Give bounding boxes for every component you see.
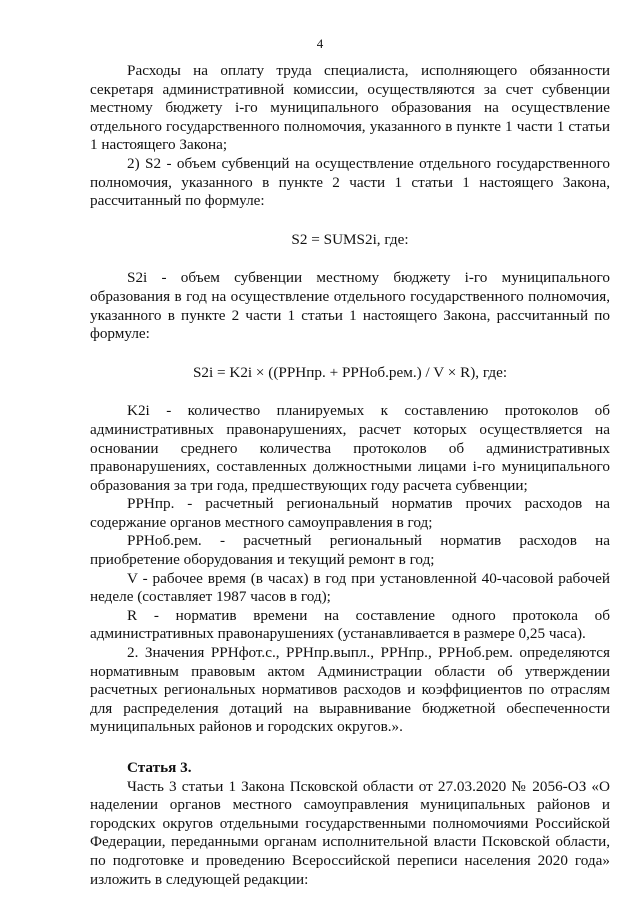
paragraph-s2i-definition: S2i - объем субвенции местному бюджету i-го муниципального образования в год на осуществление отдельного государственного полномочия, указанного в пункте 2 части 1 статьи 1 настоящего Закона, рассчитанный по формуле: <box>90 269 610 343</box>
definition-pph-obrem: PPHоб.рем. - расчетный региональный норматив расходов на приобретение оборудования и текущий ремонт в год; <box>90 532 610 569</box>
paragraph-s2-definition: 2) S2 - объем субвенций на осуществление отдельного государственного полномочия, указанного в пункте 2 части 1 статьи 1 настоящего Закона, рассчитанный по формуле: <box>90 154 610 210</box>
formula-s2i: S2i = K2i × ((PPHпр. + PPHоб.рем.) / V × R), где: <box>192 363 508 381</box>
clause-2: 2. Значения PPHфот.с., PPHпр.выпл., PPHпр., PPHоб.рем. определяются нормативным правовым актом Администрации области об утверждении расчетных региональных нормативов расходов и коэффициентов по отраслям для распределения дотаций на выравнивание бюджетной обеспеченности муниципальных районов и городских округов.». <box>90 644 610 736</box>
definition-k2i: K2i - количество планируемых к составлению протоколов об административных правонарушениях, расчет которых осуществляется на основании среднего количества протоколов об административных правонарушениях, составленных должностными лицами i-го муниципального образования за три года, предшествующих году расчета субвенции; <box>90 402 610 494</box>
page-number: 4 <box>316 36 324 51</box>
document-body <box>90 62 610 889</box>
article-3-heading: Статья 3. <box>127 759 192 776</box>
formula-s2: S2 = SUMS2i, где: <box>291 230 409 248</box>
definition-pph-pr: PPHпр. - расчетный региональный норматив прочих расходов на содержание органов местного самоуправления в год; <box>90 495 610 531</box>
definition-v: V - рабочее время (в часах) в год при установленной 40-часовой рабочей неделе (составляет 1987 часов в год); <box>90 569 610 606</box>
paragraph-salary-expenses: Расходы на оплату труда специалиста, исполняющего обязанности секретаря административной комиссии, осуществляются за счет субвенции местному бюджету i-го муниципального образования на осуществление отдельного государственного полномочия, указанного в пункте 1 части 1 статьи 1 настоящего Закона; <box>90 62 610 154</box>
definition-r: R - норматив времени на составление одного протокола об административных правонарушениях (устанавливается в размере 0,25 часа). <box>90 606 610 643</box>
article-3-text: Часть 3 статьи 1 Закона Псковской области от 27.03.2020 № 2056-ОЗ «О наделении органов местного самоуправления муниципальных районов и городских округов отдельными государственными полномочиями Российской Федерации, переданными органам исполнительной власти Псковской области, по подготовке и проведению Всероссийской переписи населения 2020 года» изложить в следующей редакции: <box>90 777 610 888</box>
